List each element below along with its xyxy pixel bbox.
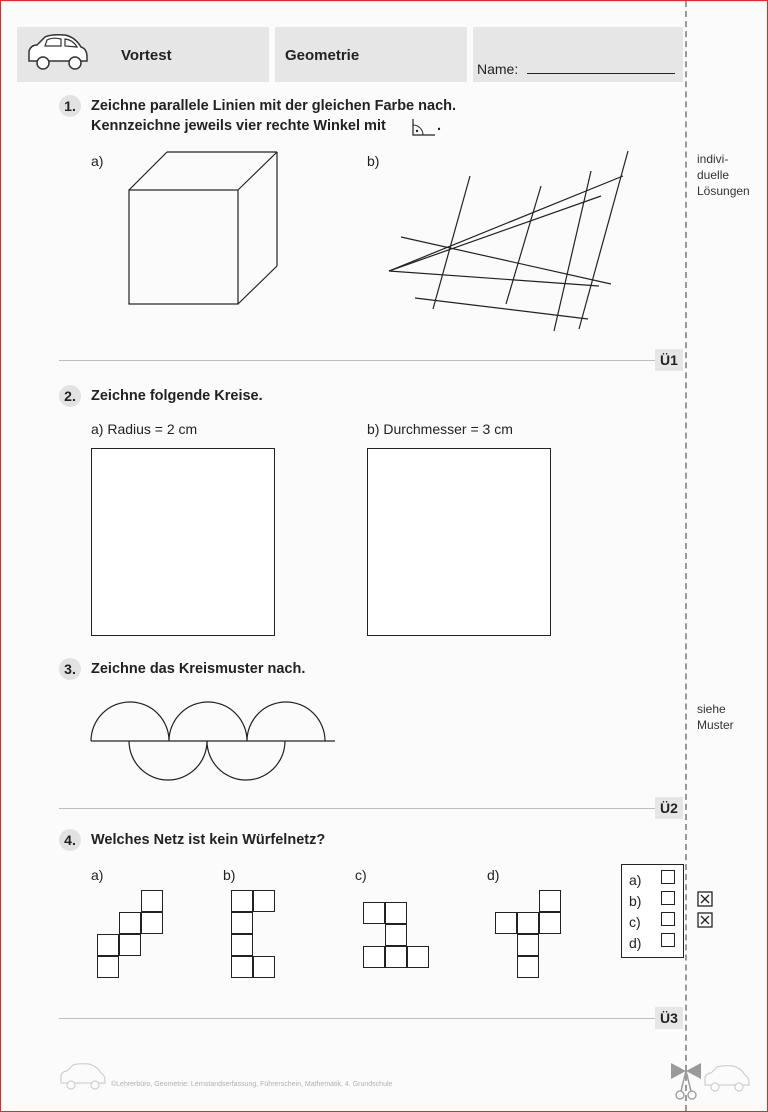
- net-square: [119, 934, 141, 956]
- q2-number: 2.: [59, 385, 81, 407]
- q4-net-label-a: a): [91, 867, 104, 883]
- solution-check-c-icon: [697, 912, 713, 928]
- q2-drawing-box-b[interactable]: [367, 448, 551, 636]
- vortest-label: Vortest: [121, 47, 172, 64]
- answer-label-d: d): [629, 935, 642, 951]
- q2-text: Zeichne folgende Kreise.: [91, 388, 263, 404]
- net-square: [231, 912, 253, 934]
- footer-car-icon-right: [701, 1063, 751, 1095]
- name-label: Name:: [477, 61, 519, 77]
- net-square: [231, 956, 253, 978]
- q1-label-b: b): [367, 153, 380, 169]
- q1-figures: [1, 1, 768, 361]
- net-square: [517, 912, 539, 934]
- q1-side-line: indivi-: [697, 152, 729, 166]
- circle-pattern-figure: [1, 691, 361, 791]
- net-square: [517, 934, 539, 956]
- net-square: [385, 902, 407, 924]
- footer-car-icon: [57, 1061, 107, 1093]
- net-square: [495, 912, 517, 934]
- q2-label-b: b) Durchmesser = 3 cm: [367, 421, 513, 437]
- q2-drawing-box-a[interactable]: [91, 448, 275, 636]
- cube-figure: [129, 152, 277, 304]
- answer-label-b: b): [629, 893, 642, 909]
- net-square: [231, 934, 253, 956]
- q3-number: 3.: [59, 658, 81, 680]
- q1-side-line: Lösungen: [697, 184, 750, 198]
- net-square: [407, 946, 429, 968]
- net-square: [363, 946, 385, 968]
- q4-net-label-d: d): [487, 867, 500, 883]
- q1-number: 1.: [59, 95, 81, 117]
- answer-checkbox-c[interactable]: [661, 912, 675, 926]
- net-square: [97, 956, 119, 978]
- net-square: [539, 890, 561, 912]
- answer-checkbox-b[interactable]: [661, 891, 675, 905]
- footer-copyright: ©Lehrerbüro, Geometrie: Lernstandserfassung, Führerschein, Mathematik, 4. Grundschule: [111, 1081, 393, 1088]
- net-square: [517, 956, 539, 978]
- net-square: [253, 956, 275, 978]
- answer-label-c: c): [629, 914, 641, 930]
- solution-check-b-icon: [697, 891, 713, 907]
- q3-side-note: [697, 701, 734, 733]
- net-square: [253, 890, 275, 912]
- q2-label-a: a) Radius = 2 cm: [91, 421, 198, 437]
- net-square: [141, 890, 163, 912]
- subject-label: Geometrie: [285, 47, 360, 64]
- q1-side-note: [697, 151, 750, 199]
- net-square: [231, 890, 253, 912]
- separator-3: [59, 1018, 655, 1019]
- q1-line2: Kennzeichne jeweils vier rechte Winkel mit: [91, 118, 386, 134]
- q3-side-line: Muster: [697, 718, 734, 732]
- q3-side-line: siehe: [697, 702, 726, 716]
- badge-u1: Ü1: [655, 349, 683, 371]
- lines-figure: [389, 151, 628, 331]
- q1-line2-end: .: [437, 118, 442, 134]
- net-square: [363, 902, 385, 924]
- badge-u3: Ü3: [655, 1007, 683, 1029]
- q1-side-line: duelle: [697, 168, 730, 182]
- q4-net-label-b: b): [223, 867, 236, 883]
- net-square: [385, 924, 407, 946]
- q4-text: Welches Netz ist kein Würfelnetz?: [91, 832, 326, 848]
- net-square: [97, 934, 119, 956]
- net-square: [141, 912, 163, 934]
- net-square: [539, 912, 561, 934]
- net-square: [385, 946, 407, 968]
- separator-1: [59, 360, 655, 361]
- net-square: [119, 912, 141, 934]
- q4-number: 4.: [59, 829, 81, 851]
- answer-label-a: a): [629, 872, 642, 888]
- answer-checkbox-a[interactable]: [661, 870, 675, 884]
- q1-line1: Zeichne parallele Linien mit der gleichen Farbe nach.: [91, 98, 457, 114]
- q3-text: Zeichne das Kreismuster nach.: [91, 661, 306, 677]
- separator-2: [59, 808, 655, 809]
- badge-u2: Ü2: [655, 797, 683, 819]
- q1-label-a: a): [91, 153, 104, 169]
- answer-checkbox-d[interactable]: [661, 933, 675, 947]
- q4-net-label-c: c): [355, 867, 367, 883]
- scissors-icon: [669, 1057, 703, 1103]
